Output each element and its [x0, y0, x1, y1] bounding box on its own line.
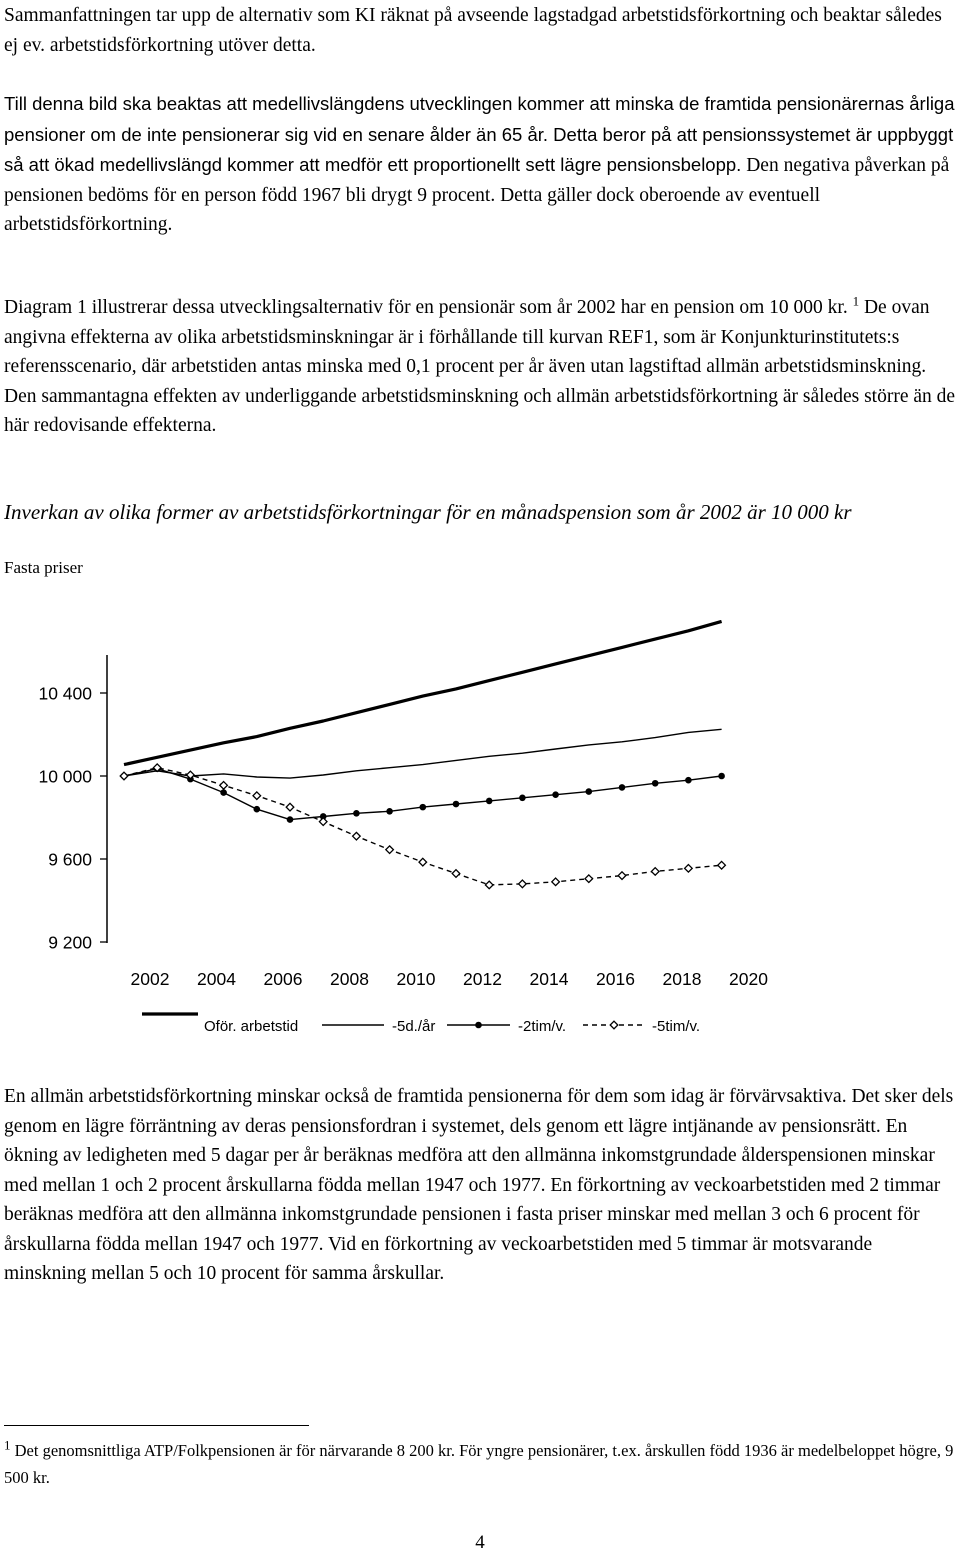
chart-subcaption: Fasta priser [4, 558, 83, 577]
paragraph-diagram-part2: De ovan angivna effekterna av olika arbetstidsminskningar är i förhållande till kurvan REF1, som är Konjunkturinstitutets:s referensscenario, där arbetstiden antas minska med 0,1 procent per år även utan lagstiftad allmän arbetstidsminskning. Den sammantagna effekten av underliggande arbetstidsminskning och allmän arbetstidsförkortning är således större än de här redovisande effekterna. [4, 297, 956, 436]
series-2-point-7 [353, 810, 360, 817]
legend-label-1: -5d./år [392, 1018, 436, 1035]
footnote [4, 1437, 959, 1491]
paragraph-future-pensions: En allmän arbetstidsförkortning minskar också de framtida pensionerna för dem som idag är förvärvsaktiva. Det sker dels genom en lägre förräntning av deras pensionsfordran i systemet, dels genom ett lägre intjänande av pensionsrätt. En ökning av ledigheten med 5 dagar per år beräknas medföra att den allmänna inkomstgrundade ålderspensionen minskar med mellan 1 och 2 procent årskullarna födda mellan 1947 och 1977. En förkortning av veckoarbetstiden med 2 timmar beräknas medföra att den allmänna inkomstgrundade pensionen i fasta priser minskar med mellan 3 och 6 procent för årskullarna födda mellan 1947 och 1977. Vid en förkortning av veckoarbetstiden med 5 timmar är motsvarande minskning mellan 5 och 10 procent för samma årskullar. [4, 1086, 954, 1284]
series-3-point-7 [353, 832, 361, 840]
series-3-point-15 [618, 872, 626, 880]
series-2-point-9 [420, 804, 427, 811]
series-2-point-18 [718, 773, 725, 780]
series-3-point-9 [419, 858, 427, 866]
series-3-point-8 [386, 846, 394, 854]
paragraph-life-expectancy-part1: Till denna bild ska beaktas att medellivslängdens utvecklingen kommer att minska de framtida pensionärernas årliga pensioner om de inte pensionerar sig vid en senare ålder än 65 år. Detta beror på att pensionssystemet är uppbyggt så att ökad medellivslängd kommer att medför ett proportionellt sett lägre pensionsbelopp. [4, 93, 955, 175]
series-3-point-14 [585, 875, 593, 883]
paragraph-intro: Sammanfattningen tar upp de alternativ som KI räknat på avseende lagstadgad arbetstidsförkortning och beaktar således ej ev. arbetstidsförkortning utöver detta. [4, 5, 942, 56]
x-tick-label-4: 2010 [396, 969, 436, 989]
series-2-point-8 [386, 808, 393, 815]
x-tick-label-8: 2018 [662, 969, 702, 989]
x-tick-label-9: 2020 [729, 969, 768, 989]
series-3-point-13 [552, 878, 560, 886]
series-3-point-3 [220, 782, 228, 790]
series-2-point-3 [220, 789, 227, 796]
x-tick-label-7: 2016 [596, 969, 635, 989]
footnote-text: Det genomsnittliga ATP/Folkpensionen är för närvarande 8 200 kr. För yngre pensionärer, t.ex. årskullen född 1936 är medelbeloppet högre, 9 500 kr. [4, 1441, 954, 1487]
series-line-0 [124, 621, 722, 764]
footnote-reference[interactable]: 1 [852, 293, 860, 309]
series-3-point-0 [120, 772, 128, 780]
y-tick-label-3: 10 400 [38, 683, 92, 704]
series-3-point-12 [519, 880, 527, 888]
x-tick-label-5: 2012 [463, 969, 502, 989]
x-tick-label-1: 2004 [197, 969, 236, 989]
x-tick-label-2: 2006 [263, 969, 303, 989]
legend [142, 1014, 700, 1035]
series-2-point-17 [685, 777, 692, 784]
paragraph-life-expectancy-part2: Den negativa påverkan på pensionen bedöms för en person född 1967 bli drygt 9 procent. Detta gäller dock oberoende av eventuell arbetstidsförkortning. [4, 155, 950, 235]
series-2-point-12 [519, 794, 526, 801]
pension-line-chart [0, 620, 960, 1060]
footnote-separator [4, 1425, 309, 1426]
series-3-point-4 [253, 792, 261, 800]
series-2-point-14 [586, 788, 593, 795]
x-axis [131, 969, 769, 989]
legend-label-3: -5tim/v. [652, 1018, 701, 1035]
y-tick-label-2: 10 000 [38, 766, 92, 787]
series-line-3 [124, 768, 722, 885]
series-line-2 [124, 769, 722, 820]
series-2-point-15 [619, 784, 626, 791]
series-2-point-13 [552, 791, 559, 798]
legend-marker-2 [475, 1022, 482, 1029]
chart-caption: Inverkan av olika former av arbetstidsförkortningar för en månadspension som år 2002 är 10 000 kr [4, 500, 852, 524]
paragraph-life-expectancy [4, 89, 956, 240]
series-3-point-10 [452, 870, 460, 878]
series-2-point-5 [287, 816, 294, 823]
legend-label-0: Oför. arbetstid [204, 1018, 299, 1035]
series-3-point-6 [319, 818, 327, 826]
series-3-point-16 [651, 868, 659, 876]
paragraph-diagram-description [4, 293, 956, 441]
series-line-1 [124, 729, 722, 778]
x-tick-label-0: 2002 [130, 969, 170, 989]
series-3-point-5 [286, 803, 294, 811]
series-2-point-16 [652, 780, 659, 787]
legend-label-2: -2tim/v. [518, 1018, 567, 1035]
page-number: 4 [475, 1532, 485, 1553]
y-tick-label-0: 9 200 [48, 932, 92, 953]
x-tick-label-6: 2014 [529, 969, 569, 989]
series-3-point-11 [485, 881, 493, 889]
paragraph-diagram-part1: Diagram 1 illustrerar dessa utvecklingsalternativ för en pensionär som år 2002 har en pension om 10 000 kr. [4, 297, 848, 318]
series-3-point-17 [685, 865, 693, 873]
footnote-number: 1 [4, 1437, 11, 1453]
y-tick-label-1: 9 600 [48, 849, 92, 870]
y-axis [38, 655, 107, 953]
legend-marker-3 [610, 1021, 618, 1029]
series-2-point-11 [486, 798, 493, 805]
series-2-point-10 [453, 801, 460, 808]
series-3-point-18 [718, 861, 726, 869]
x-tick-label-3: 2008 [330, 969, 369, 989]
series-2-point-4 [253, 806, 260, 813]
